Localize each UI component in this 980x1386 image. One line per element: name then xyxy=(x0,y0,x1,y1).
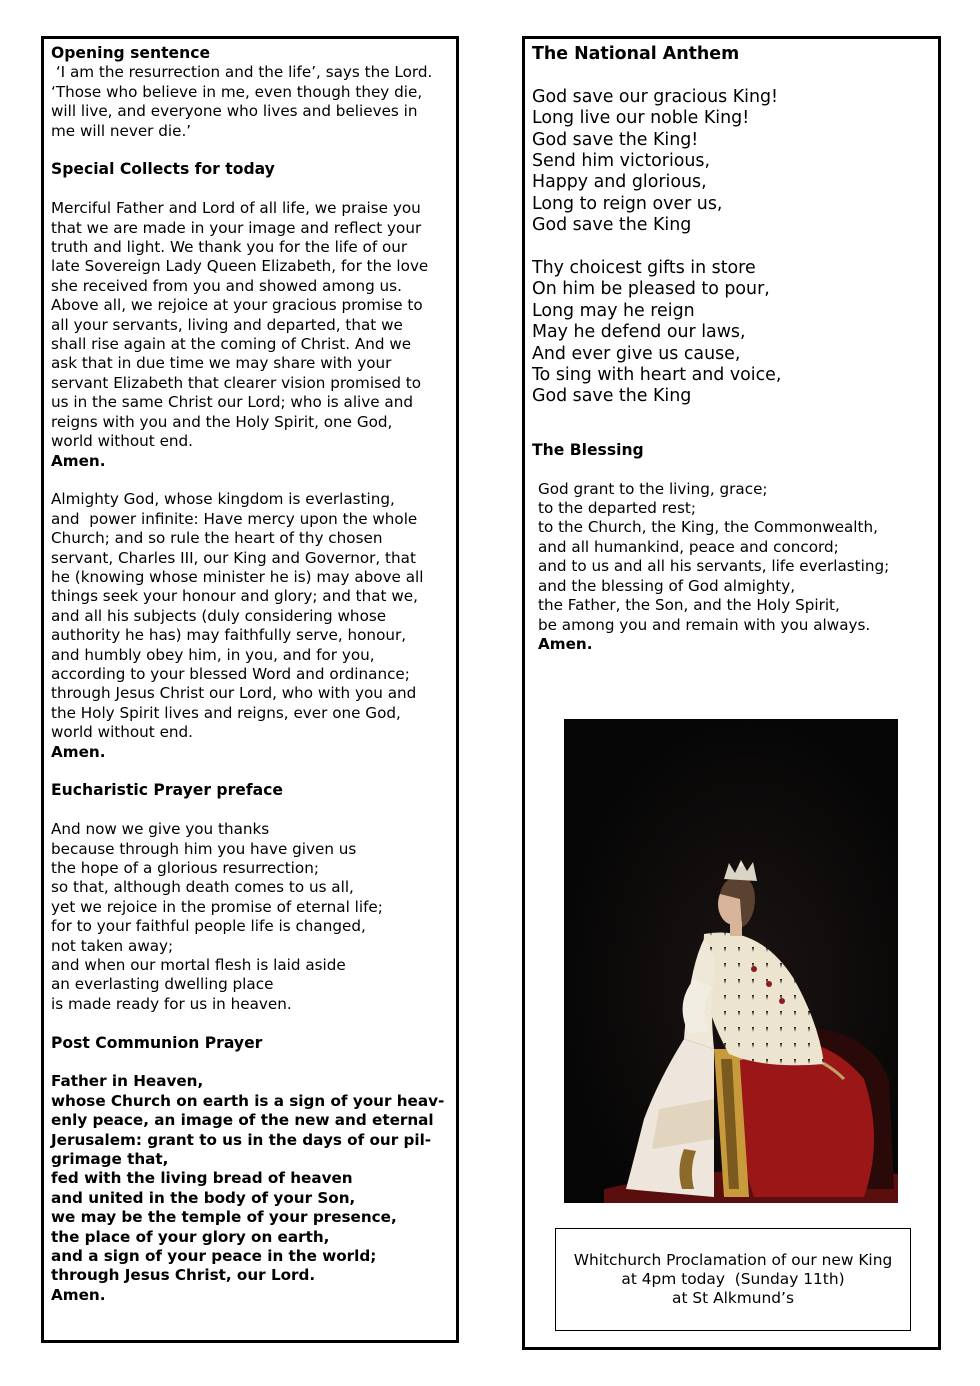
proclamation-notice xyxy=(555,1228,911,1331)
eucharistic-heading: Eucharistic Prayer preface xyxy=(51,781,283,800)
anthem-line: Happy and glorious, xyxy=(532,172,707,193)
blessing-line: God grant to the living, grace; xyxy=(538,479,768,498)
collect-line: according to your blessed Word and ordinance; xyxy=(51,664,410,683)
collect-line: Above all, we rejoice at your gracious promise to xyxy=(51,296,423,315)
collect-line: that we are made in your image and reflect your xyxy=(51,218,422,237)
collect-line: Merciful Father and Lord of all life, we praise you xyxy=(51,199,421,218)
collect-line: reigns with you and the Holy Spirit, one God, xyxy=(51,412,393,431)
preface-line: and when our mortal flesh is laid aside xyxy=(51,956,346,975)
collect-line: shall rise again at the coming of Christ. And we xyxy=(51,335,412,354)
collect-line: truth and light. We thank you for the life of our xyxy=(51,238,408,257)
post-communion-line: whose Church on earth is a sign of your heav- xyxy=(51,1091,445,1110)
post-communion-line: we may be the temple of your presence, xyxy=(51,1208,397,1227)
special-collects-heading: Special Collects for today xyxy=(51,160,275,179)
anthem-line: Long live our noble King! xyxy=(532,108,750,129)
preface-line: so that, although death comes to us all, xyxy=(51,878,354,897)
anthem-line: Long may he reign xyxy=(532,300,695,321)
opening-line: ‘Those who believe in me, even though they die, xyxy=(51,82,423,101)
amen: Amen. xyxy=(538,634,593,653)
collect-line: servant Elizabeth that clearer vision promised to xyxy=(51,373,422,392)
blessing-line: the Father, the Son, and the Holy Spirit, xyxy=(538,596,840,615)
post-communion-line: the place of your glory on earth, xyxy=(51,1227,330,1246)
post-communion-line: and a sign of your peace in the world; xyxy=(51,1247,377,1266)
collect-line: world without end. xyxy=(51,723,194,742)
collect-line: things seek your honour and glory; and that we, xyxy=(51,587,418,606)
collect-line: late Sovereign Lady Queen Elizabeth, for the love xyxy=(51,257,429,276)
anthem-line: On him be pleased to pour, xyxy=(532,279,770,300)
opening-sentence-heading: Opening sentence xyxy=(51,44,211,62)
blessing-heading: The Blessing xyxy=(532,440,644,459)
preface-line: yet we rejoice in the promise of eternal life; xyxy=(51,897,383,916)
preface-line: the hope of a glorious resurrection; xyxy=(51,858,319,877)
anthem-line: God save our gracious King! xyxy=(532,86,779,107)
preface-line: is made ready for us in heaven. xyxy=(51,994,292,1013)
collect-line: she received from you and showed among us. xyxy=(51,276,402,295)
collect-line: Almighty God, whose kingdom is everlasting, xyxy=(51,490,395,509)
collect-line: and all his subjects (duly considering whose xyxy=(51,606,387,625)
collect-line: the Holy Spirit lives and reigns, ever one God, xyxy=(51,703,401,722)
collect-line: all your servants, living and departed, that we xyxy=(51,315,403,334)
collect-line: through Jesus Christ our Lord, who with you and xyxy=(51,684,417,703)
anthem-line: God save the King xyxy=(532,386,692,407)
blessing-line: to the departed rest; xyxy=(538,499,697,518)
collect-line: world without end. xyxy=(51,432,194,451)
amen: Amen. xyxy=(51,742,106,761)
collect-line: and power infinite: Have mercy upon the whole xyxy=(51,509,418,528)
preface-line: not taken away; xyxy=(51,936,174,955)
left-column xyxy=(41,36,459,1343)
post-communion-line: through Jesus Christ, our Lord. xyxy=(51,1266,316,1285)
blessing-line: and the blessing of God almighty, xyxy=(538,576,796,595)
opening-line: will live, and everyone who lives and believes in xyxy=(51,102,418,121)
opening-line: me will never die.’ xyxy=(51,121,192,140)
opening-line: ‘I am the resurrection and the life’, says the Lord. xyxy=(51,63,433,82)
blessing-line: be among you and remain with you always. xyxy=(538,615,871,634)
national-anthem-heading: The National Anthem xyxy=(532,44,740,64)
anthem-line: God save the King xyxy=(532,215,692,236)
anthem-line: Long to reign over us, xyxy=(532,193,723,214)
collect-line: authority he has) may faithfully serve, honour, xyxy=(51,626,407,645)
anthem-line: To sing with heart and voice, xyxy=(532,365,782,386)
collect-line: and humbly obey him, in you, and for you, xyxy=(51,645,375,664)
anthem-line: May he defend our laws, xyxy=(532,322,746,343)
post-communion-line: Jerusalem: grant to us in the days of our pil- xyxy=(51,1130,432,1149)
blessing-line: to the Church, the King, the Commonwealth, xyxy=(538,518,878,537)
anthem-line: And ever give us cause, xyxy=(532,343,741,364)
collect-line: us in the same Christ our Lord; who is alive and xyxy=(51,393,414,412)
post-communion-heading: Post Communion Prayer xyxy=(51,1033,263,1052)
anthem-line: Thy choicest gifts in store xyxy=(532,258,756,279)
preface-line: because through him you have given us xyxy=(51,839,357,858)
collect-line: Church; and so rule the heart of thy chosen xyxy=(51,529,383,548)
notice-line: at 4pm today (Sunday 11th) xyxy=(621,1270,845,1288)
amen: Amen. xyxy=(51,1285,106,1304)
anthem-line: God save the King! xyxy=(532,129,699,150)
amen: Amen. xyxy=(51,451,106,470)
preface-line: for to your faithful people life is changed, xyxy=(51,917,366,936)
post-communion-line: grimage that, xyxy=(51,1150,169,1169)
notice-line: Whitchurch Proclamation of our new King xyxy=(573,1251,893,1269)
preface-line: And now we give you thanks xyxy=(51,820,270,839)
collect-line: he (knowing whose minister he is) may above all xyxy=(51,567,424,586)
post-communion-line: and united in the body of your Son, xyxy=(51,1188,356,1207)
collect-line: ask that in due time we may share with your xyxy=(51,354,392,373)
collect-line: servant, Charles III, our King and Governor, that xyxy=(51,548,416,567)
post-communion-line: fed with the living bread of heaven xyxy=(51,1169,353,1188)
queen-portrait-image xyxy=(564,719,898,1203)
post-communion-line: Father in Heaven, xyxy=(51,1072,204,1091)
blessing-line: and all humankind, peace and concord; xyxy=(538,537,839,556)
anthem-line: Send him victorious, xyxy=(532,151,711,172)
blessing-line: and to us and all his servants, life everlasting; xyxy=(538,557,890,576)
notice-line: at St Alkmund’s xyxy=(672,1289,794,1307)
post-communion-line: enly peace, an image of the new and eternal xyxy=(51,1111,434,1130)
preface-line: an everlasting dwelling place xyxy=(51,975,274,994)
